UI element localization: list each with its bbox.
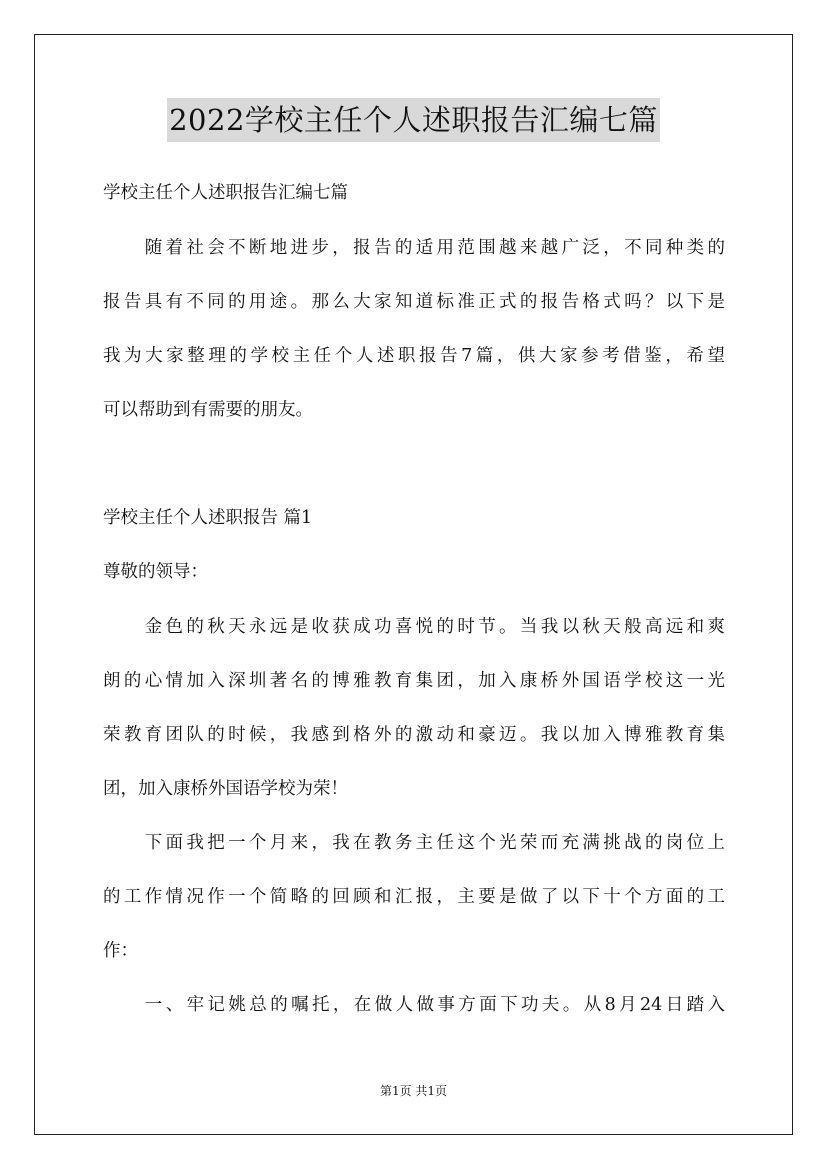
paragraph-line: 荣教育团队的时候，我感到格外的激动和豪迈。我以加入博雅教育集 bbox=[103, 725, 725, 745]
paragraph-line: 下面我把一个月来，我在教务主任这个光荣而充满挑战的岗位上 bbox=[103, 833, 725, 853]
paragraph-line: 团，加入康桥外国语学校为荣！ bbox=[103, 779, 348, 799]
subtitle-line: 学校主任个人述职报告汇编七篇 bbox=[103, 183, 348, 203]
page-footer: 第1页 共1页 bbox=[379, 1084, 448, 1098]
paragraph-line: 的工作情况作一个简略的回顾和汇报，主要是做了以下十个方面的工 bbox=[103, 887, 725, 907]
document-title: 2022学校主任个人述职报告汇编七篇 bbox=[167, 98, 660, 142]
paragraph-line: 可以帮助到有需要的朋友。 bbox=[103, 400, 313, 420]
section-heading: 学校主任个人述职报告 篇1 bbox=[103, 508, 313, 528]
paragraph-line: 作： bbox=[103, 941, 138, 961]
paragraph-line: 我为大家整理的学校主任个人述职报告7篇，供大家参考借鉴，希望 bbox=[103, 346, 725, 366]
title-container bbox=[0, 98, 827, 142]
paragraph-line: 随着社会不断地进步，报告的适用范围越来越广泛，不同种类的 bbox=[103, 238, 725, 258]
paragraph-line: 朗的心情加入深圳著名的博雅教育集团，加入康桥外国语学校这一光 bbox=[103, 671, 725, 691]
salutation: 尊敬的领导： bbox=[103, 562, 208, 582]
paragraph-line: 金色的秋天永远是收获成功喜悦的时节。当我以秋天般高远和爽 bbox=[103, 617, 725, 637]
paragraph-line: 报告具有不同的用途。那么大家知道标准正式的报告格式吗？以下是 bbox=[103, 292, 725, 312]
paragraph-line: 一、牢记姚总的嘱托，在做人做事方面下功夫。从8月24日踏入 bbox=[103, 995, 725, 1015]
